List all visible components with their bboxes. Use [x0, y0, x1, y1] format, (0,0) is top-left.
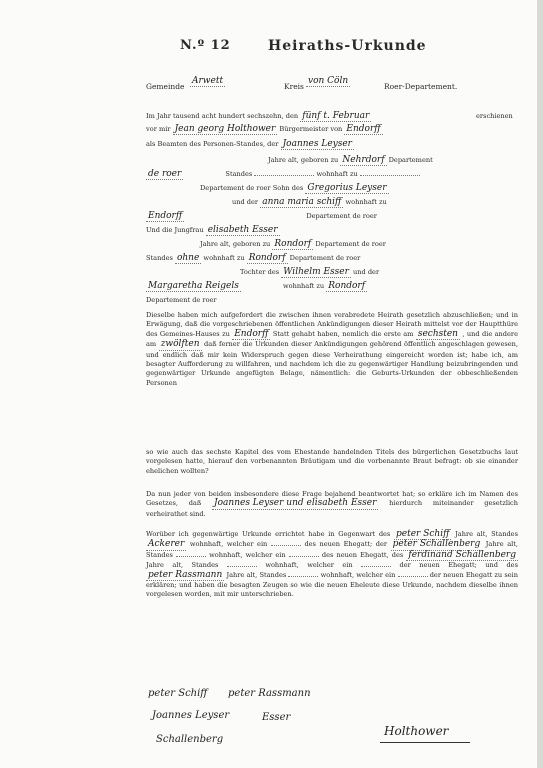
handwritten-date-1: sechsten	[417, 328, 458, 339]
handwritten-date: fünf t. Februar	[302, 111, 370, 121]
paragraph-4	[146, 530, 518, 600]
text: Bürgermeister von	[279, 125, 343, 133]
record-line-10	[200, 240, 386, 250]
text: Departement de roer	[315, 240, 386, 248]
handwritten-bride-mother: Margaretha Reigels	[148, 281, 239, 291]
text: Departement de roer	[306, 212, 377, 220]
signature-witness-3: Schallenberg	[156, 734, 224, 745]
text: wohnhaft, welcher ein	[265, 561, 353, 570]
handwritten-place: Endorff	[346, 124, 381, 134]
text: des neuen Ehegatt; der	[304, 540, 388, 549]
text: Jahre alt, Standes	[455, 530, 518, 538]
text: wohnhaft zu	[316, 170, 358, 178]
text: wohnhaft zu	[345, 198, 387, 206]
text: wohnhaft, welcher ein	[209, 550, 286, 559]
text: vor mir	[146, 125, 171, 133]
text: Dieselbe haben mich aufgefordert die zwischen ihnen verabredete Heirath gesetzlich abzuschließen; und in Erwägung, daß die vorgeschriebenen öffentlichen Ankündigungen dieser Heirath mittelst vor der Hauptthüre des Gemeines-Hauses zu	[146, 311, 518, 338]
record-line-9	[146, 226, 280, 236]
handwritten-residence: Endorff	[148, 211, 183, 221]
handwritten-couple: Joannes Leyser und elisabeth Esser	[214, 498, 377, 509]
paragraph-2	[146, 448, 518, 476]
text: des neuen Ehegatt, des	[321, 550, 404, 559]
text: und der	[232, 198, 259, 206]
municipality-line	[146, 78, 476, 96]
handwritten-occupation: Ackerer	[148, 539, 185, 550]
handwritten-witness-3: ferdinand Schallenberg	[408, 549, 516, 560]
record-line-12	[240, 268, 379, 278]
text: der neuen Ehegatt; und des	[399, 561, 518, 570]
record-line-3	[146, 140, 354, 150]
handwritten-date-2: zwölften	[160, 339, 200, 350]
text: Departement de roer	[146, 296, 217, 304]
record-line-8	[146, 212, 377, 222]
text: Standes	[146, 254, 173, 262]
text: als Beamten des Personen-Standes, der	[146, 140, 279, 148]
signature-groom: Joannes Leyser	[152, 710, 230, 721]
record-line-2	[146, 125, 383, 135]
signature-mayor: Holthower	[384, 724, 449, 738]
record-line-14	[146, 296, 217, 305]
document-title: Heiraths-Urkunde	[268, 38, 427, 54]
handwritten-place: Endorff	[234, 328, 269, 339]
text: und der	[353, 268, 380, 276]
record-line-7	[232, 198, 387, 208]
page-edge-shadow	[537, 0, 543, 768]
certificate-number: N.º 12	[180, 38, 231, 53]
text: Jahre alt, geboren zu	[268, 156, 339, 164]
text: Departement de roer	[200, 184, 271, 192]
handwritten-status: ohne	[176, 253, 200, 263]
text: daß ferner die Urkunden dieser Ankündigungen gehörend öffentlich angeschlagen gewesen, und endlich daß mir kein Widerspruch gegen diese Verheirathung eingereicht worden ist; habe ich, am besagter Aufforderung zu willfahren, und nachdem ich die zu gegenwärtiger Handlung beizubringenden und gegenwärtiger Urkunde angefügten Belage, nämentlich: die Geburts-Urkunden der obbeschließenden Personen	[146, 340, 518, 387]
gemeinde-value: Arwett	[192, 76, 224, 86]
text: Jahre alt, Standes	[226, 570, 287, 579]
record-line-5	[146, 170, 420, 180]
text: wohnhaft, welcher ein	[189, 540, 268, 549]
handwritten-mayor: Jean georg Holthower	[174, 124, 276, 134]
record-line-11	[146, 254, 360, 264]
text: Departement de roer	[289, 254, 361, 262]
signature-bride: Esser	[262, 712, 291, 723]
handwritten-residence-mother: Rondorf	[328, 281, 366, 291]
text: Jahre alt, geboren zu	[200, 240, 271, 248]
kreis-value: von Cöln	[308, 76, 349, 86]
text: erschienen	[476, 112, 513, 120]
signature-underline	[380, 742, 470, 743]
handwritten-bride-father: Wilhelm Esser	[283, 267, 349, 277]
handwritten-witness-2: peter Schallenberg	[392, 539, 481, 550]
text: wohnhaft zu	[203, 254, 245, 262]
handwritten-birthplace-bride: Rondorf	[274, 239, 312, 249]
text: Im Jahr tausend acht hundert sechszehn, den	[146, 112, 299, 120]
handwritten-groom: Joannes Leyser	[282, 139, 352, 149]
document-header	[0, 38, 543, 60]
handwritten-residence-bride: Rondorf	[248, 253, 286, 263]
text: so wie auch das sechste Kapitel des vom Ehestande handelnden Titels des bürgerlichen Gesetzbuchs laut vorgelesen hatte, hierauf den vorbenannten Bräutigam und die vorbenannte Braut befragt: ob sie einander ehelichen wollten?	[146, 448, 518, 475]
text: der neuen Ehegatt zu sein erklären; und haben die besagten Zeugen so wie die neuen Eheleute diese Urkunde, nachdem dieselbe ihnen vorgelesen worden, mit mir unterschrieben.	[146, 570, 518, 599]
text: , und die andere am	[146, 329, 518, 349]
record-line-1	[146, 111, 513, 122]
paragraph-1	[146, 311, 518, 388]
gemeinde-label: Gemeinde	[146, 82, 185, 91]
text: Da nun jeder von beiden insbesondere diese Frage bejahend beantwortet hat; so erkläre ich im Namen des Gesetzes, daß	[146, 490, 518, 508]
signature-witness-2: peter Rassmann	[228, 688, 311, 699]
text: wohnhaft zu	[282, 282, 325, 290]
kreis-label: Kreis	[284, 82, 304, 91]
handwritten-mother: anna maria schiff	[262, 197, 342, 207]
signature-witness-1: peter Schiff	[148, 688, 208, 699]
text: Und die Jungfrau	[146, 226, 204, 234]
text: Jahre alt, Standes	[146, 561, 219, 570]
record-line-13	[146, 282, 367, 292]
handwritten-dept: de roer	[148, 169, 182, 179]
handwritten-bride: elisabeth Esser	[207, 225, 278, 235]
handwritten-witness-1: peter Schiff	[396, 529, 450, 539]
handwritten-witness-4: peter Rassmann	[148, 569, 223, 580]
department-label: Roer-Departement.	[384, 82, 458, 91]
record-line-4	[268, 156, 433, 166]
text: hierdurch miteinander gesetzlich verheirathet sind.	[146, 499, 518, 518]
record-line-6	[200, 184, 389, 194]
text: Statt gehabt haben, nemlich die erste am	[272, 329, 414, 338]
paragraph-3	[146, 490, 518, 519]
text: Standes	[225, 170, 253, 178]
text: Tochter des	[240, 268, 280, 276]
text: Worüber ich gegenwärtige Urkunde errichtet habe in Gegenwart des	[146, 530, 391, 538]
handwritten-father: Gregorius Leyser	[307, 183, 387, 193]
handwritten-birthplace: Nehrdorf	[342, 155, 385, 165]
text: wohnhaft, welcher ein	[320, 570, 396, 579]
text: Jahre alt, Standes	[146, 540, 518, 559]
text: Sohn des	[272, 184, 304, 192]
text: Departement	[388, 156, 433, 164]
